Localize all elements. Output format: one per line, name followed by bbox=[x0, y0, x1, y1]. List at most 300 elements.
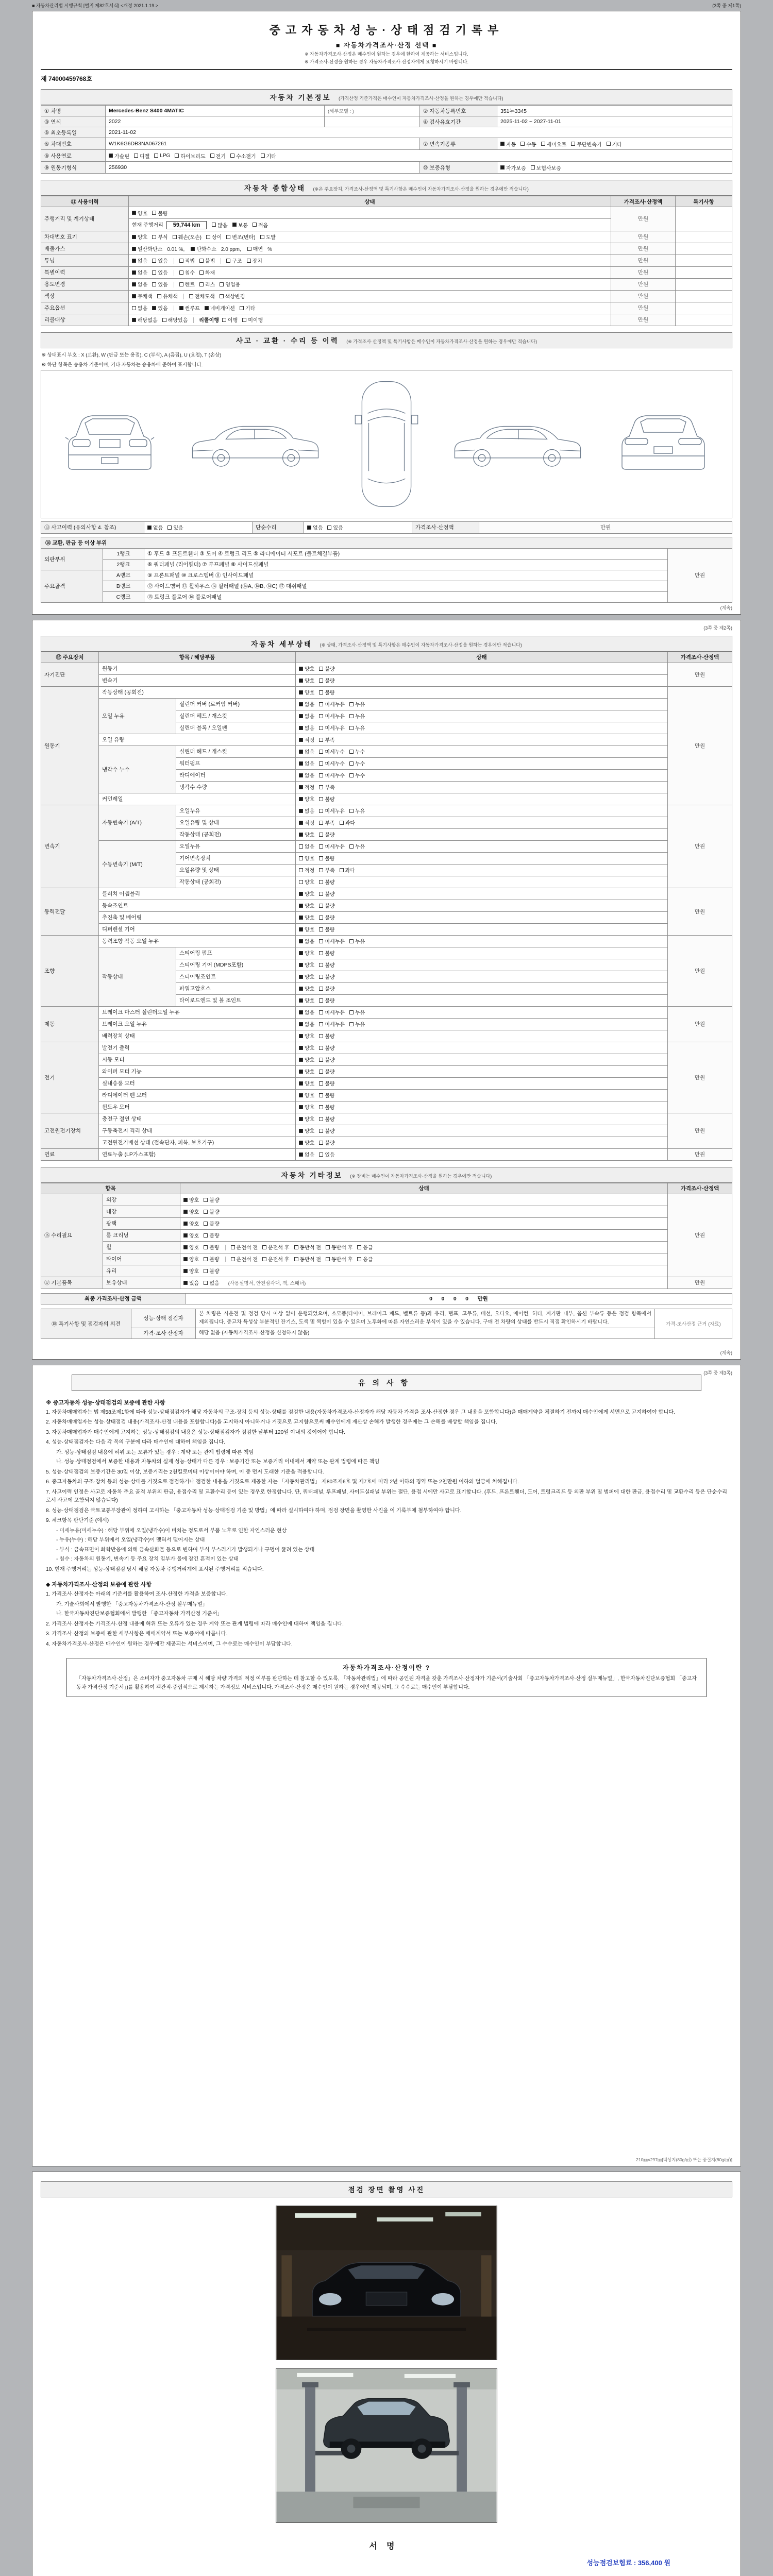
checkbox-수동[interactable] bbox=[520, 140, 536, 148]
unchecked-box-icon bbox=[319, 809, 323, 813]
cell-text: 만원 bbox=[637, 258, 649, 264]
cell bbox=[611, 243, 676, 255]
checkbox-양호[interactable] bbox=[183, 1255, 199, 1263]
section-detail-header bbox=[41, 636, 732, 652]
checkbox-탄화수소[interactable] bbox=[191, 245, 216, 252]
checkbox-누유[interactable] bbox=[349, 1020, 365, 1028]
cell-text: 자기진단 bbox=[44, 671, 65, 678]
checkbox-있음[interactable] bbox=[152, 257, 167, 264]
checkbox-양호[interactable] bbox=[183, 1267, 199, 1275]
checkbox-label: 없음 bbox=[138, 282, 148, 288]
cell bbox=[176, 710, 296, 722]
checkbox-label: 양호 bbox=[305, 963, 315, 969]
checked-box-icon bbox=[299, 998, 303, 1003]
checkbox-label: 양호 bbox=[189, 1245, 199, 1251]
cell bbox=[99, 1018, 296, 1030]
form-reference-line bbox=[32, 2, 741, 9]
checkbox-불량[interactable] bbox=[319, 961, 334, 969]
checked-box-icon bbox=[132, 211, 136, 215]
checkbox-있음[interactable] bbox=[327, 523, 343, 531]
cell bbox=[103, 1277, 180, 1289]
checkbox-불량[interactable] bbox=[319, 1103, 334, 1111]
checkbox-누유[interactable] bbox=[349, 937, 365, 945]
checkbox-불량[interactable] bbox=[319, 795, 334, 803]
checkbox-적정[interactable] bbox=[299, 783, 314, 791]
checkbox-양호[interactable] bbox=[299, 985, 314, 992]
checkbox-하이브리드[interactable] bbox=[175, 152, 205, 160]
checked-box-icon bbox=[109, 154, 113, 158]
checkbox-불량[interactable] bbox=[319, 1079, 334, 1087]
notice-item: - 부식 : 금속표면이 화학반응에 의해 금속산화물 등으로 변하여 부식 부스러기가 발생되거나 구멍이 뚫려 있는 상태 bbox=[56, 1547, 315, 1553]
checkbox-무단변속기[interactable] bbox=[571, 140, 601, 148]
checkbox-해당있음[interactable] bbox=[162, 316, 188, 324]
checkbox-운전석 전[interactable] bbox=[231, 1255, 258, 1263]
checkbox-불량[interactable] bbox=[204, 1196, 219, 1204]
checkbox-누유[interactable] bbox=[349, 724, 365, 732]
checkbox-기타[interactable] bbox=[607, 140, 622, 148]
unchecked-box-icon bbox=[319, 1034, 323, 1038]
checkbox-도말[interactable] bbox=[260, 233, 276, 241]
checkbox-label: 양호 bbox=[305, 916, 315, 921]
checkbox-양호[interactable] bbox=[299, 1139, 314, 1146]
cell-text: 발전기 출력 bbox=[102, 1045, 130, 1051]
checkbox-매연[interactable] bbox=[247, 245, 263, 252]
checkbox-불량[interactable] bbox=[319, 688, 334, 696]
checkbox-수소전기[interactable] bbox=[230, 152, 256, 160]
cell bbox=[41, 1006, 99, 1042]
cell bbox=[325, 106, 420, 116]
checkbox-네비게이션[interactable] bbox=[205, 304, 235, 312]
checkbox-불량[interactable] bbox=[204, 1243, 219, 1251]
checkbox-양호[interactable] bbox=[183, 1208, 199, 1215]
checkbox-불량[interactable] bbox=[319, 1115, 334, 1123]
checkbox-훼손(오손)[interactable] bbox=[173, 233, 201, 241]
checkbox-label: 없음 bbox=[209, 1281, 220, 1286]
checked-box-icon bbox=[307, 526, 311, 530]
checkbox-LPG[interactable] bbox=[154, 153, 170, 159]
table-row bbox=[41, 1148, 732, 1160]
checkbox-label: 미세누유 bbox=[325, 702, 345, 708]
cell-text: A랭크 bbox=[116, 572, 131, 579]
checkbox-이행[interactable] bbox=[222, 316, 238, 324]
checkbox-양호[interactable] bbox=[299, 890, 314, 897]
cell bbox=[103, 1217, 180, 1229]
checkbox-침수[interactable] bbox=[179, 268, 195, 276]
checkbox-운전석 후[interactable] bbox=[262, 1255, 289, 1263]
checkbox-label: 있음 bbox=[325, 1153, 335, 1158]
cell bbox=[99, 745, 176, 793]
car-front-view-diagram bbox=[58, 403, 161, 485]
checkbox-불량[interactable] bbox=[319, 973, 334, 980]
checkbox-불량[interactable] bbox=[319, 913, 334, 921]
checkbox-불량[interactable] bbox=[319, 925, 334, 933]
checkbox-자가보증[interactable] bbox=[500, 164, 526, 172]
cell-text: 변속기 bbox=[44, 843, 60, 850]
checkbox-기타[interactable] bbox=[261, 152, 276, 160]
cell bbox=[186, 1293, 732, 1304]
checkbox-양호[interactable] bbox=[132, 209, 147, 217]
checkbox-양호[interactable] bbox=[299, 1115, 314, 1123]
unchecked-box-icon bbox=[319, 773, 323, 777]
checkbox-적정[interactable] bbox=[299, 866, 314, 874]
status-cell bbox=[296, 971, 668, 982]
checkbox-미세누수[interactable] bbox=[319, 759, 345, 767]
checkbox-기타[interactable] bbox=[240, 304, 255, 312]
unchecked-box-icon bbox=[132, 306, 136, 310]
checkbox-없음[interactable] bbox=[299, 724, 314, 732]
cell-text: 브레이크 마스터 실린더오일 누유 bbox=[102, 1009, 180, 1015]
checkbox-미세누수[interactable] bbox=[319, 748, 345, 755]
checkbox-없음[interactable] bbox=[299, 748, 314, 755]
checked-box-icon bbox=[299, 761, 303, 766]
unchecked-box-icon bbox=[349, 1010, 354, 1014]
checkbox-불량[interactable] bbox=[204, 1208, 219, 1215]
checkbox-누유[interactable] bbox=[349, 700, 365, 708]
checkbox-불량[interactable] bbox=[319, 854, 334, 862]
checkbox-동반석 후[interactable] bbox=[326, 1243, 352, 1251]
checkbox-label: 불량 bbox=[325, 667, 335, 672]
checkbox-양호[interactable] bbox=[299, 1103, 314, 1111]
checkbox-영업용[interactable] bbox=[220, 280, 240, 288]
checkbox-미세누유[interactable] bbox=[319, 712, 345, 720]
unchecked-box-icon bbox=[319, 998, 323, 1003]
checkbox-화재[interactable] bbox=[199, 268, 215, 276]
unchecked-box-icon bbox=[319, 1058, 323, 1062]
checkbox-label: 누유 bbox=[355, 714, 365, 720]
checkbox-없음[interactable] bbox=[299, 712, 314, 720]
section-photos-title: 점검 장면 촬영 사진 bbox=[348, 2185, 425, 2194]
checkbox-양호[interactable] bbox=[299, 1032, 314, 1040]
unchecked-box-icon bbox=[349, 761, 354, 766]
checkbox-적정[interactable] bbox=[299, 736, 314, 743]
checkbox-있음[interactable] bbox=[183, 1279, 199, 1286]
checkbox-불량[interactable] bbox=[319, 890, 334, 897]
checkbox-미세누유[interactable] bbox=[319, 807, 345, 815]
cell bbox=[41, 663, 99, 686]
checkbox-있음[interactable] bbox=[152, 268, 167, 276]
checkbox-없음[interactable] bbox=[204, 1279, 219, 1286]
cell-text: Mercedes-Benz S400 4MATIC bbox=[109, 108, 184, 114]
checkbox-응급[interactable] bbox=[357, 1243, 373, 1251]
checkbox-불량[interactable] bbox=[319, 902, 334, 909]
checkbox-양호[interactable] bbox=[299, 902, 314, 909]
checkbox-있음[interactable] bbox=[152, 280, 167, 288]
checked-box-icon bbox=[299, 904, 303, 908]
checkbox-양호[interactable] bbox=[299, 1079, 314, 1087]
checkbox-불량[interactable] bbox=[319, 1127, 334, 1134]
checkbox-불량[interactable] bbox=[319, 1044, 334, 1052]
table-row bbox=[41, 278, 732, 290]
checkbox-리스[interactable] bbox=[199, 280, 215, 288]
checkbox-양호[interactable] bbox=[299, 831, 314, 838]
cell-text: 최종 가격조사·산정 금액 bbox=[85, 1296, 142, 1302]
checkbox-label: 과다 bbox=[345, 821, 355, 826]
checkbox-label: 미세누수 bbox=[325, 750, 345, 755]
table-row bbox=[41, 290, 732, 302]
checkbox-디젤[interactable] bbox=[134, 152, 149, 160]
checkbox-없음[interactable] bbox=[307, 523, 323, 531]
checkbox-적법[interactable] bbox=[179, 257, 195, 264]
checked-box-icon bbox=[299, 750, 303, 754]
checkbox-부족[interactable] bbox=[319, 819, 334, 826]
checkbox-불량[interactable] bbox=[204, 1231, 219, 1239]
checkbox-없음[interactable] bbox=[132, 280, 147, 288]
cell-text: ⑬ 사고이력 (유의사항 4. 참조) bbox=[44, 524, 116, 531]
cell bbox=[176, 828, 296, 840]
cell-text: 가격조사·산정액 bbox=[680, 1185, 719, 1192]
checkbox-누유[interactable] bbox=[349, 842, 365, 850]
checkbox-누수[interactable] bbox=[349, 771, 365, 779]
cell bbox=[99, 663, 296, 674]
table-row bbox=[41, 674, 732, 686]
section-etc-header bbox=[41, 1167, 732, 1183]
checkbox-label: 양호 bbox=[305, 904, 315, 909]
checkbox-양호[interactable] bbox=[299, 795, 314, 803]
checked-box-icon bbox=[183, 1281, 188, 1285]
checkbox-label: 양호 bbox=[189, 1210, 199, 1215]
cell-text: 오일 누유 bbox=[102, 713, 125, 719]
checkbox-미세누유[interactable] bbox=[319, 700, 345, 708]
checkbox-세미오토[interactable] bbox=[541, 140, 567, 148]
checkbox-없음[interactable] bbox=[299, 842, 314, 850]
checkbox-보통[interactable] bbox=[232, 221, 248, 229]
cell-text: 만원 bbox=[694, 1074, 705, 1081]
checkbox-label: 하이브리드 bbox=[180, 154, 206, 160]
checkbox-미세누수[interactable] bbox=[319, 771, 345, 779]
cell bbox=[196, 1328, 655, 1339]
checkbox-불량[interactable] bbox=[319, 1139, 334, 1146]
checkbox-불량[interactable] bbox=[319, 1091, 334, 1099]
cell bbox=[144, 570, 668, 581]
checkbox-누수[interactable] bbox=[349, 748, 365, 755]
checkbox-동반석 전[interactable] bbox=[294, 1243, 321, 1251]
section-overall-title: 자동차 종합상태 bbox=[244, 184, 306, 192]
checkbox-유채색[interactable] bbox=[157, 292, 178, 300]
checkbox-불량[interactable] bbox=[319, 676, 334, 684]
checkbox-누유[interactable] bbox=[349, 807, 365, 815]
checkbox-전기[interactable] bbox=[210, 152, 226, 160]
unchecked-box-icon bbox=[319, 1153, 323, 1157]
checkbox-미세누유[interactable] bbox=[319, 842, 345, 850]
checkbox-없음[interactable] bbox=[299, 1008, 314, 1016]
checkbox-전체도색[interactable] bbox=[189, 292, 215, 300]
checkbox-장치[interactable] bbox=[247, 257, 262, 264]
checkbox-무채색[interactable] bbox=[132, 292, 153, 300]
checkbox-양호[interactable] bbox=[299, 688, 314, 696]
price-survey-explainer-box bbox=[66, 1658, 707, 1697]
checkbox-많음[interactable] bbox=[212, 221, 227, 229]
unchecked-box-icon bbox=[157, 294, 161, 298]
checkbox-있음[interactable] bbox=[152, 304, 167, 312]
checkbox-양호[interactable] bbox=[299, 854, 314, 862]
checkbox-불량[interactable] bbox=[319, 878, 334, 886]
checkbox-부족[interactable] bbox=[319, 736, 334, 743]
checkbox-없음[interactable] bbox=[299, 700, 314, 708]
checked-box-icon bbox=[299, 1046, 303, 1050]
checkbox-불법[interactable] bbox=[199, 257, 215, 264]
checked-box-icon bbox=[299, 679, 303, 683]
page-marker-top: (3쪽 중 제1쪽) bbox=[712, 3, 741, 8]
checkbox-양호[interactable] bbox=[183, 1231, 199, 1239]
checkbox-양호[interactable] bbox=[299, 1091, 314, 1099]
checkbox-양호[interactable] bbox=[299, 1056, 314, 1063]
checkbox-운전석 후[interactable] bbox=[262, 1243, 289, 1251]
exchange-repair-table bbox=[41, 548, 732, 603]
cell-text: 색상 bbox=[44, 293, 55, 299]
cell-text: ⑩ 보증유형 bbox=[423, 164, 450, 171]
checkbox-일산화탄소[interactable] bbox=[132, 245, 162, 252]
checkbox-불량[interactable] bbox=[319, 1056, 334, 1063]
notice-item: 3. 가격조사·산정의 보증에 관한 세부사항은 매매계약서 또는 보증서에 따릅니다. bbox=[46, 1631, 228, 1637]
checkbox-양호[interactable] bbox=[299, 961, 314, 969]
checkbox-label: 양호 bbox=[189, 1222, 199, 1227]
checkbox-label: 불량 bbox=[209, 1245, 220, 1251]
checkbox-양호[interactable] bbox=[183, 1219, 199, 1227]
checkbox-불량[interactable] bbox=[319, 1067, 334, 1075]
checkbox-label: 무단변속기 bbox=[577, 142, 602, 148]
checkbox-label: 없음 bbox=[305, 844, 315, 850]
section-detail-note: (※ 상태, 가격조사·산정액 및 특기사항은 매수인이 자동차가격조사·산정을 원하는 경우에만 적습니다) bbox=[320, 642, 522, 648]
checkbox-미세누유[interactable] bbox=[319, 724, 345, 732]
unchecked-box-icon bbox=[179, 282, 183, 286]
checkbox-변조(변타)[interactable] bbox=[226, 233, 255, 241]
checkbox-label: 미이행 bbox=[248, 318, 263, 324]
checkbox-label: 응급 bbox=[363, 1257, 373, 1263]
checkbox-해당없음[interactable] bbox=[132, 316, 158, 324]
table-row bbox=[41, 1217, 732, 1229]
checkbox-상이[interactable] bbox=[206, 233, 222, 241]
checkbox-가솔린[interactable] bbox=[109, 152, 129, 160]
checkbox-양호[interactable] bbox=[132, 233, 147, 241]
checkbox-label: 기타 bbox=[612, 142, 622, 148]
cell-text bbox=[183, 294, 184, 299]
checkbox-불량[interactable] bbox=[319, 996, 334, 1004]
table-row bbox=[41, 1054, 732, 1065]
table-row bbox=[41, 1018, 732, 1030]
checkbox-불량[interactable] bbox=[204, 1267, 219, 1275]
checkbox-적음[interactable] bbox=[253, 221, 268, 229]
checkbox-없음[interactable] bbox=[132, 257, 147, 264]
cell-text: 만원 bbox=[637, 234, 649, 240]
status-cell bbox=[296, 1125, 668, 1137]
checkbox-없음[interactable] bbox=[299, 937, 314, 945]
checkbox-label: 양호 bbox=[305, 975, 315, 980]
status-cell bbox=[129, 302, 611, 314]
checkbox-있음[interactable] bbox=[319, 1150, 334, 1158]
checkbox-없음[interactable] bbox=[299, 759, 314, 767]
checkbox-양호[interactable] bbox=[299, 878, 314, 886]
checkbox-썬루프[interactable] bbox=[179, 304, 200, 312]
checkbox-미이행[interactable] bbox=[242, 316, 263, 324]
checkbox-양호[interactable] bbox=[299, 996, 314, 1004]
checkbox-미세누유[interactable] bbox=[319, 937, 345, 945]
checkbox-불량[interactable] bbox=[319, 831, 334, 838]
checkbox-없음[interactable] bbox=[132, 304, 147, 312]
checkbox-양호[interactable] bbox=[299, 913, 314, 921]
checkbox-양호[interactable] bbox=[299, 676, 314, 684]
checkbox-미세누유[interactable] bbox=[319, 1008, 345, 1016]
cell-text: 만원 bbox=[637, 305, 649, 311]
checkbox-양호[interactable] bbox=[299, 665, 314, 672]
checkbox-양호[interactable] bbox=[299, 1127, 314, 1134]
checkbox-label: 도말 bbox=[265, 235, 276, 241]
cell-text bbox=[225, 1257, 226, 1262]
checkbox-양호[interactable] bbox=[299, 1044, 314, 1052]
checkbox-불량[interactable] bbox=[319, 985, 334, 992]
checkbox-불량[interactable] bbox=[204, 1255, 219, 1263]
checkbox-불량[interactable] bbox=[319, 949, 334, 957]
checkbox-불량[interactable] bbox=[319, 665, 334, 672]
checkbox-운전석 전[interactable] bbox=[231, 1243, 258, 1251]
checkbox-있음[interactable] bbox=[167, 523, 183, 531]
unchecked-box-icon bbox=[179, 270, 183, 275]
checkbox-적정[interactable] bbox=[299, 819, 314, 826]
unchecked-box-icon bbox=[204, 1233, 208, 1238]
checkbox-과다[interactable] bbox=[340, 866, 355, 874]
checkbox-없음[interactable] bbox=[147, 523, 163, 531]
checkbox-불량[interactable] bbox=[319, 1032, 334, 1040]
checkbox-없음[interactable] bbox=[299, 807, 314, 815]
checkbox-렌트[interactable] bbox=[179, 280, 195, 288]
cell-text: ⑮ 트렁크 플로어 ⑯ 플로어패널 bbox=[147, 594, 222, 600]
checkbox-과다[interactable] bbox=[340, 819, 355, 826]
cell-text: 주요옵션 bbox=[44, 305, 65, 311]
checkbox-불량[interactable] bbox=[204, 1219, 219, 1227]
status-cell bbox=[304, 521, 412, 533]
checkbox-색상변경[interactable] bbox=[220, 292, 245, 300]
cell-text: 튜닝 bbox=[44, 258, 55, 264]
checkbox-label: 불량 bbox=[325, 904, 335, 909]
checkbox-불량[interactable] bbox=[152, 209, 167, 217]
checkbox-없음[interactable] bbox=[299, 1020, 314, 1028]
cell-text: 원동기 bbox=[102, 666, 118, 672]
checkbox-누유[interactable] bbox=[349, 712, 365, 720]
checkbox-보험사보증[interactable] bbox=[531, 164, 561, 172]
checkbox-미세누유[interactable] bbox=[319, 1020, 345, 1028]
cell bbox=[420, 162, 497, 174]
checkbox-응급[interactable] bbox=[357, 1255, 373, 1263]
unchecked-box-icon bbox=[152, 270, 156, 275]
checkbox-없음[interactable] bbox=[132, 268, 147, 276]
checkbox-없음[interactable] bbox=[299, 771, 314, 779]
checkbox-누유[interactable] bbox=[349, 1008, 365, 1016]
checkbox-양호[interactable] bbox=[299, 973, 314, 980]
checkbox-부족[interactable] bbox=[319, 866, 334, 874]
checkbox-양호[interactable] bbox=[183, 1196, 199, 1204]
signature-area[interactable] bbox=[41, 2535, 732, 2552]
checkbox-구조[interactable] bbox=[226, 257, 242, 264]
checkbox-누수[interactable] bbox=[349, 759, 365, 767]
checkbox-양호[interactable] bbox=[299, 1067, 314, 1075]
checkbox-동반석 전[interactable] bbox=[294, 1255, 321, 1263]
insurance-fee-value: 356,400 원 bbox=[637, 2558, 670, 2567]
unchecked-box-icon bbox=[319, 844, 323, 849]
checkbox-부식[interactable] bbox=[152, 233, 167, 241]
cell-text: ① 차명 bbox=[44, 108, 61, 114]
checkbox-양호[interactable] bbox=[299, 925, 314, 933]
cell-text: ⑱ 특기사항 및 점검자의 의견 bbox=[52, 1320, 121, 1327]
checkbox-없음[interactable] bbox=[299, 1150, 314, 1158]
checkbox-양호[interactable] bbox=[299, 949, 314, 957]
checkbox-양호[interactable] bbox=[183, 1243, 199, 1251]
checked-box-icon bbox=[183, 1198, 188, 1202]
checkbox-label: 보통 bbox=[238, 223, 248, 229]
cell-text: 만원 bbox=[694, 671, 705, 678]
cell-text: 수동변속기 (M/T) bbox=[102, 861, 143, 868]
checkbox-부족[interactable] bbox=[319, 783, 334, 791]
checkbox-동반석 후[interactable] bbox=[326, 1255, 352, 1263]
checkbox-자동[interactable] bbox=[500, 140, 516, 148]
